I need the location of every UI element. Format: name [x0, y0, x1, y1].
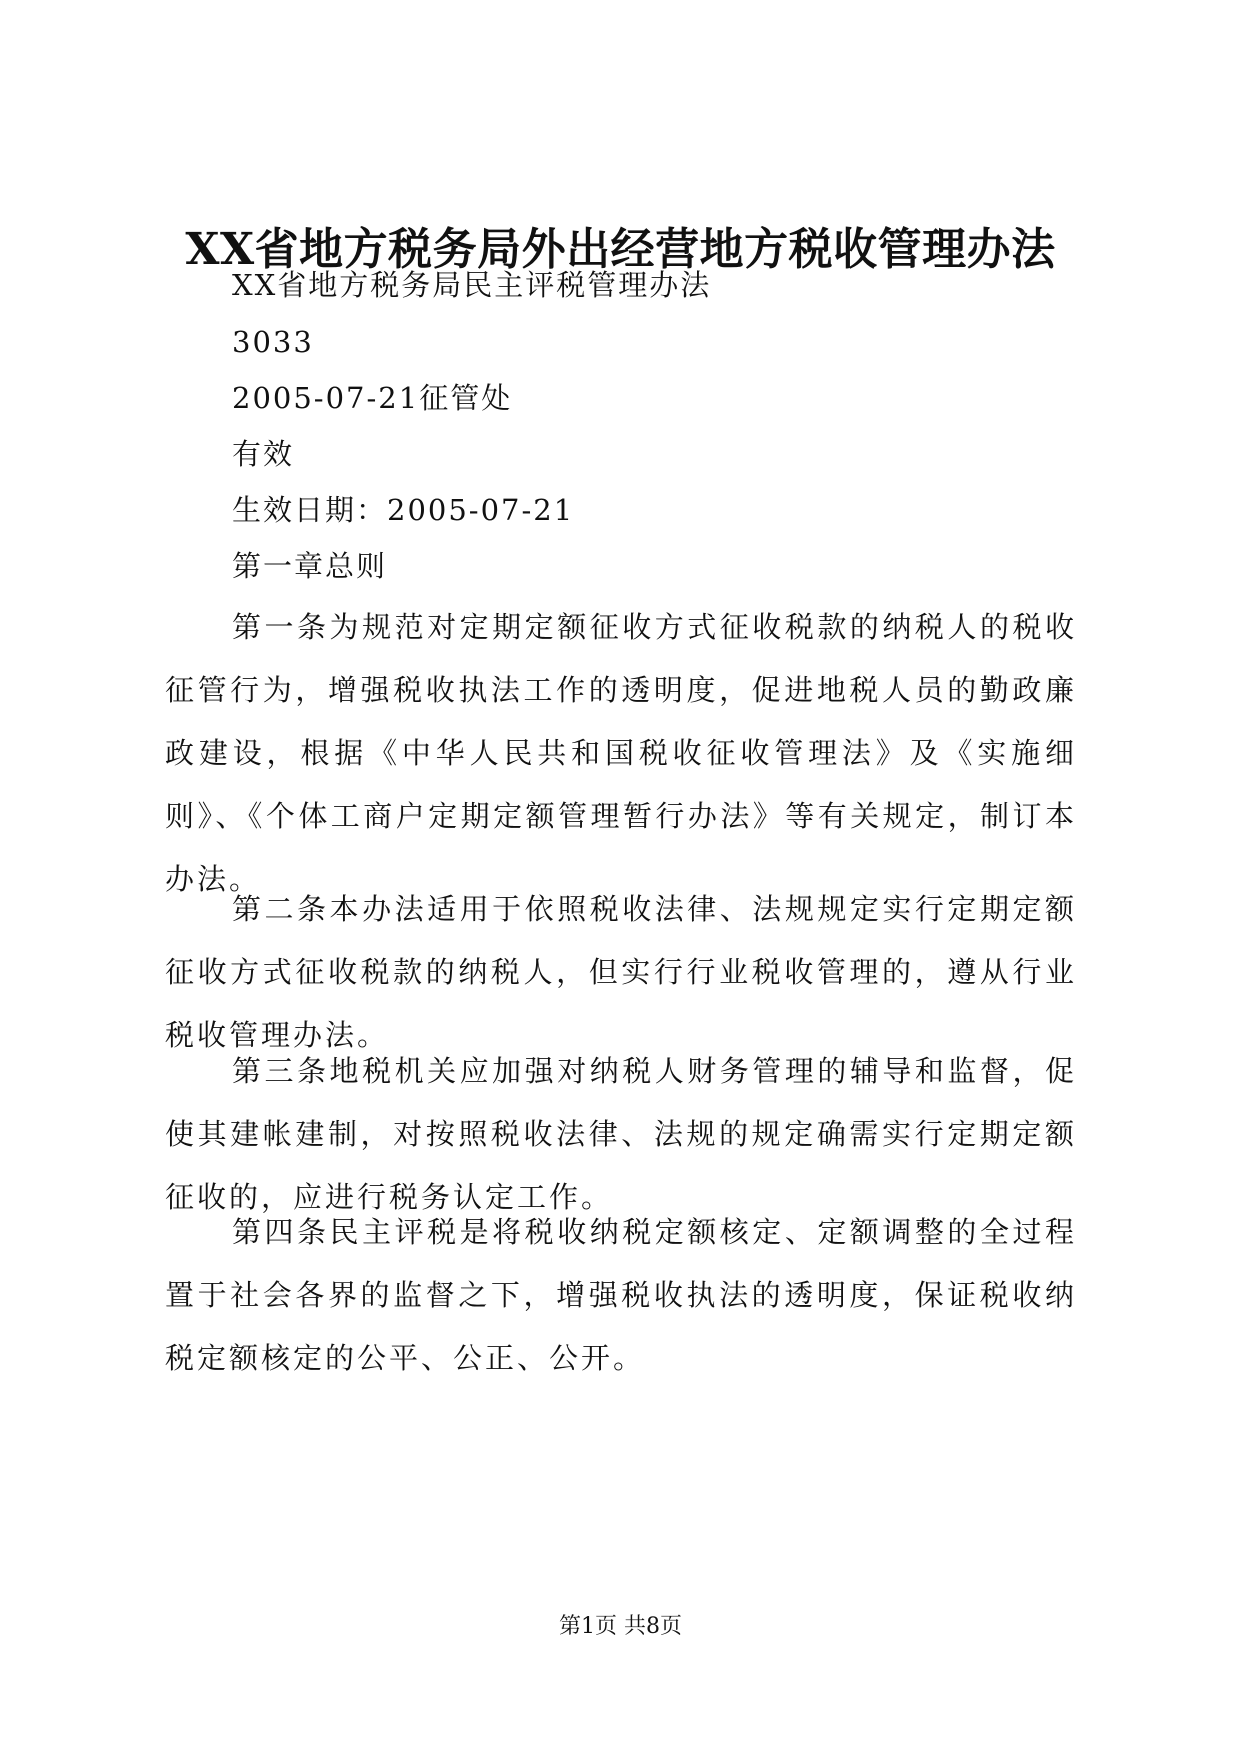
- page-footer: 第1页 共8页: [559, 1614, 682, 1639]
- document-date-department: 2005-07-21征管处: [232, 381, 513, 415]
- article-4: 第四条民主评税是将税收纳税定额核定、定额调整的全过程置于社会各界的监督之下，增强税收执法的透明度，保证税收纳税定额核定的公平、公正、公开。: [165, 1215, 1077, 1375]
- article-3: 第三条地税机关应加强对纳税人财务管理的辅导和监督，促使其建帐建制，对按照税收法律、法规的规定确需实行定期定额征收的，应进行税务认定工作。: [165, 1054, 1077, 1214]
- article-1: 第一条为规范对定期定额征收方式征收税款的纳税人的税收征管行为，增强税收执法工作的透明度，促进地税人员的勤政廉政建设，根据《中华人民共和国税收征收管理法》及《实施细则》、《个体工商户定期定额管理暂行办法》等有关规定，制订本办法。: [165, 610, 1077, 896]
- document-subtitle: XX省地方税务局民主评税管理办法: [232, 268, 712, 302]
- document-status: 有效: [232, 437, 295, 471]
- effective-date: 生效日期：2005-07-21: [232, 493, 575, 527]
- document-number: 3033: [232, 325, 314, 359]
- article-2: 第二条本办法适用于依照税收法律、法规规定实行定期定额征收方式征收税款的纳税人，但实行行业税收管理的，遵从行业税收管理办法。: [165, 892, 1077, 1052]
- document-title: XX省地方税务局外出经营地方税收管理办法: [185, 224, 1056, 275]
- chapter-heading: 第一章总则: [232, 549, 388, 583]
